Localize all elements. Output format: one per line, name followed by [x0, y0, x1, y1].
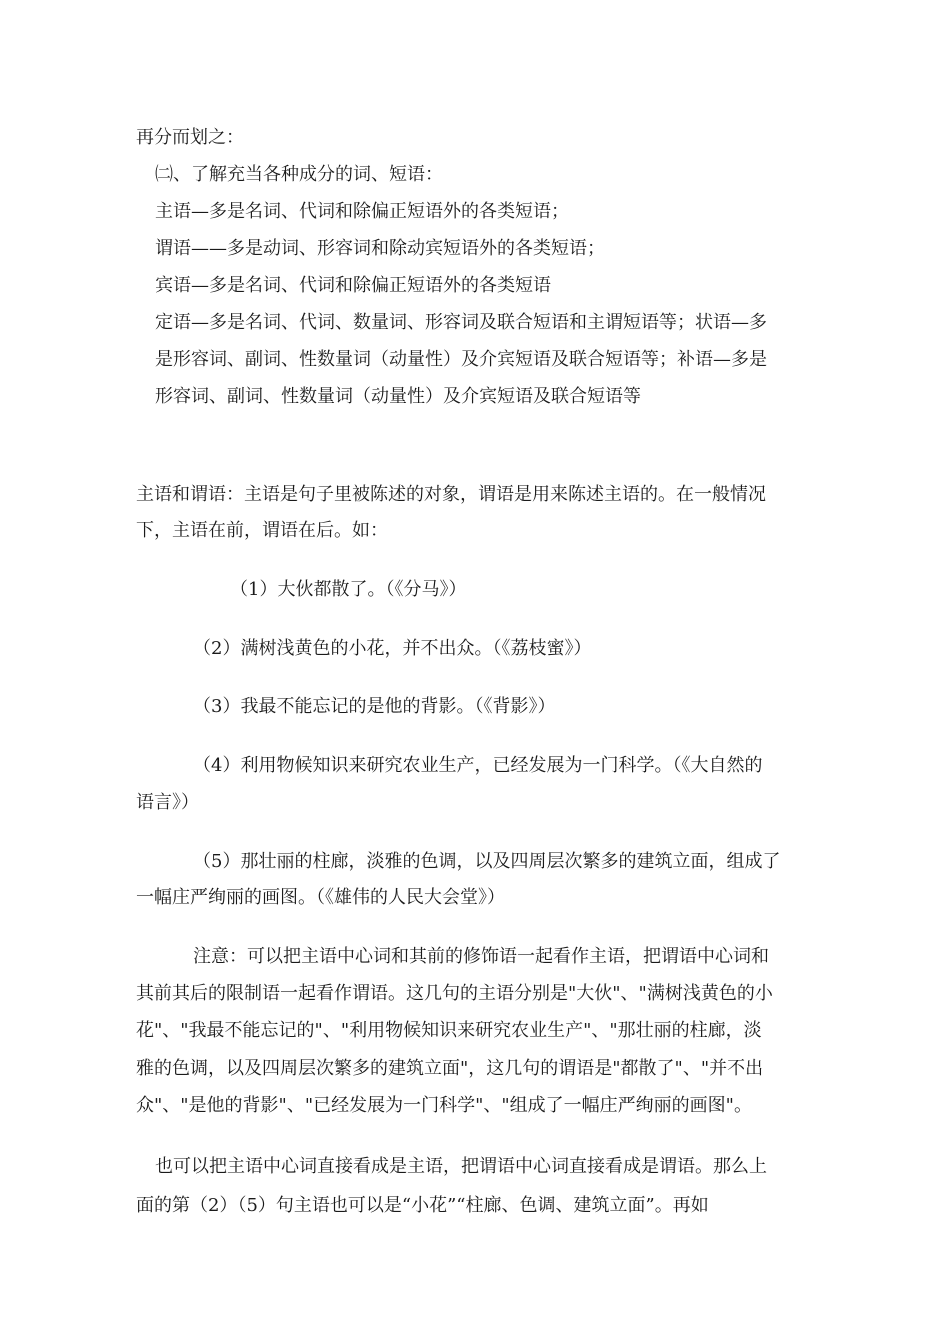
note-line-3: 花"、"我最不能忘记的"、"利用物候知识来研究农业生产"、"那壮丽的柱廊，淡: [136, 1020, 762, 1041]
example-1: （1）大伙都散了。（《分马》）: [230, 579, 467, 600]
example-3: （3）我最不能忘记的是他的背影。（《背影》）: [193, 696, 556, 717]
also-line-2: 面的第（2）（5）句主语也可以是“小花”“柱廊、色调、建筑立面”。再如: [136, 1195, 709, 1216]
definition-line-2: 下，主语在前，谓语在后。如：: [136, 520, 388, 541]
intro-line: 再分而划之：: [136, 127, 244, 148]
predicate-line: 谓语——多是动词、形容词和除动宾短语外的各类短语；: [155, 238, 605, 259]
example-5-line-2: 一幅庄严绚丽的画图。（《雄伟的人民大会堂》）: [136, 887, 505, 908]
example-4-line-1: （4）利用物候知识来研究农业生产，已经发展为一门科学。（《大自然的: [193, 755, 763, 776]
example-4-line-2: 语言》）: [136, 792, 199, 813]
subject-line: 主语—多是名词、代词和除偏正短语外的各类短语；: [155, 201, 569, 222]
example-2: （2）满树浅黄色的小花，并不出众。（《荔枝蜜》）: [193, 638, 592, 659]
also-line-1: 也可以把主语中心词直接看成是主语，把谓语中心词直接看成是谓语。那么上: [155, 1156, 767, 1177]
note-line-4: 雅的色调，以及四周层次繁多的建筑立面"，这几句的谓语是"都散了"、"并不出: [136, 1058, 764, 1079]
definition-line-1: 主语和谓语：主语是句子里被陈述的对象，谓语是用来陈述主语的。在一般情况: [136, 484, 766, 505]
attributive-line-3: 形容词、副词、性数量词（动量性）及介宾短语及联合短语等: [155, 386, 641, 407]
attributive-line-2: 是形容词、副词、性数量词（动量性）及介宾短语及联合短语等；补语—多是: [155, 349, 767, 370]
note-line-1: 注意：可以把主语中心词和其前的修饰语一起看作主语，把谓语中心词和: [193, 946, 769, 967]
note-line-5: 众"、"是他的背影"、"已经发展为一门科学"、"组成了一幅庄严绚丽的画图"。: [136, 1095, 752, 1116]
attributive-line-1: 定语—多是名词、代词、数量词、形容词及联合短语和主谓短语等；状语—多: [155, 312, 767, 333]
object-line: 宾语—多是名词、代词和除偏正短语外的各类短语: [155, 275, 551, 296]
example-5-line-1: （5）那壮丽的柱廊，淡雅的色调，以及四周层次繁多的建筑立面，组成了: [193, 851, 781, 872]
heading-line: ㈡、了解充当各种成分的词、短语：: [155, 164, 443, 185]
note-line-2: 其前其后的限制语一起看作谓语。这几句的主语分别是"大伙"、"满树浅黄色的小: [136, 983, 773, 1004]
